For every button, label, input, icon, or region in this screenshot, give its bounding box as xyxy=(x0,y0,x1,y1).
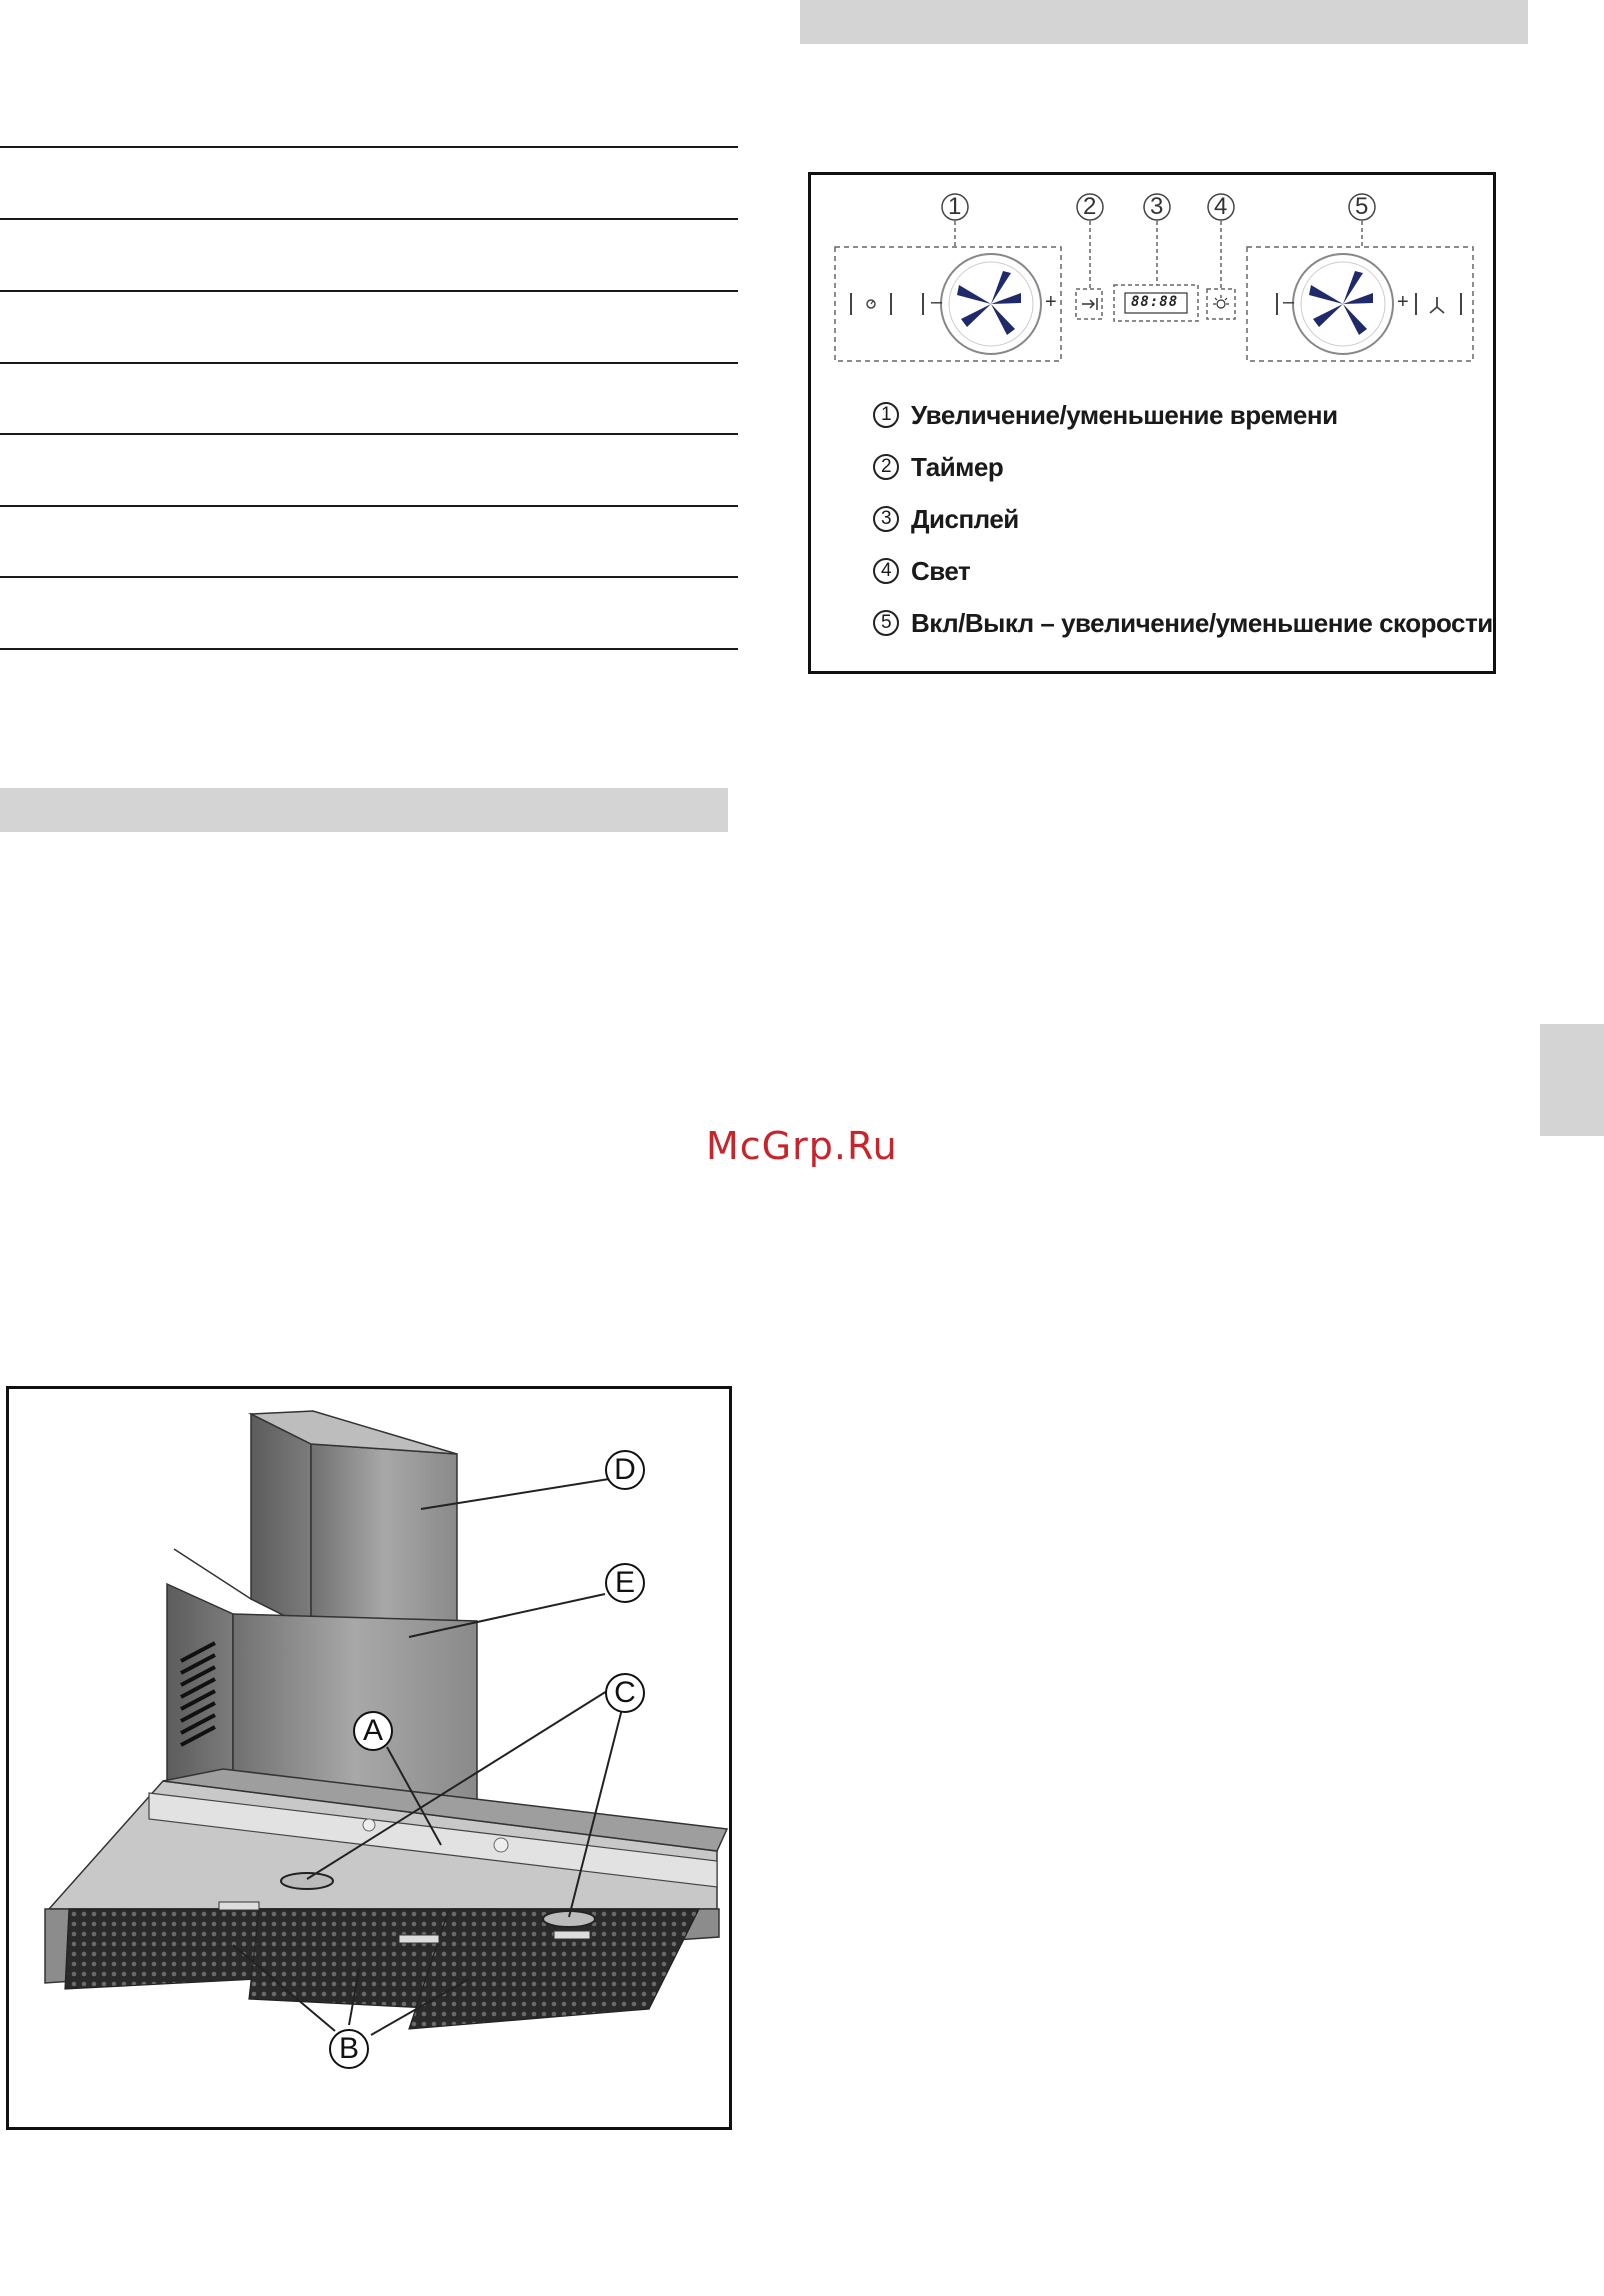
legend-item-speed xyxy=(873,605,1493,641)
hood-label-b: B xyxy=(329,2029,369,2069)
legend-text: Увеличение/уменьшение времени xyxy=(911,399,1338,430)
legend-item-light xyxy=(873,553,970,589)
table-rule xyxy=(0,576,738,578)
legend-number: 1 xyxy=(873,402,899,428)
table-rule xyxy=(0,505,738,507)
speed-plus-sign: + xyxy=(1397,291,1409,313)
table-rule xyxy=(0,146,738,148)
legend-item-time xyxy=(873,397,1338,433)
table-rule xyxy=(0,433,738,435)
time-minus-sign: – xyxy=(931,291,943,313)
range-hood-diagram xyxy=(6,1386,732,2130)
callout-3: 3 xyxy=(1150,193,1164,220)
page-side-tab xyxy=(1540,1024,1604,1136)
callout-2: 2 xyxy=(1083,193,1097,220)
hood-label-a: A xyxy=(353,1711,393,1751)
table-rule xyxy=(0,218,738,220)
table-rule xyxy=(0,362,738,364)
hood-label-d: D xyxy=(605,1450,645,1490)
display-readout: 88:88 xyxy=(1131,294,1179,310)
table-rule xyxy=(0,290,738,292)
time-plus-sign: + xyxy=(1045,291,1057,313)
legend-text: Свет xyxy=(911,555,971,586)
callout-1: 1 xyxy=(948,193,962,220)
legend-number: 2 xyxy=(873,454,899,480)
range-hood-drawing xyxy=(9,1389,729,2127)
watermark-text: McGrp.Ru xyxy=(706,1124,898,1168)
section-header-bar-left xyxy=(0,788,728,832)
legend-number: 3 xyxy=(873,506,899,532)
legend-text: Дисплей xyxy=(911,503,1019,534)
speed-minus-sign: – xyxy=(1283,291,1295,313)
legend-item-display xyxy=(873,501,1019,537)
section-header-bar-top xyxy=(800,0,1528,44)
callout-5: 5 xyxy=(1355,193,1369,220)
legend-item-timer xyxy=(873,449,1003,485)
legend-text: Таймер xyxy=(911,451,1004,482)
legend-text: Вкл/Выкл – увеличение/уменьшение скорости xyxy=(911,607,1493,638)
table-rule xyxy=(0,648,738,650)
hood-label-c: C xyxy=(605,1673,645,1713)
legend-number: 5 xyxy=(873,610,899,636)
callout-4: 4 xyxy=(1214,193,1228,220)
hood-label-e: E xyxy=(605,1563,645,1603)
legend-number: 4 xyxy=(873,558,899,584)
control-panel-diagram xyxy=(808,172,1496,674)
